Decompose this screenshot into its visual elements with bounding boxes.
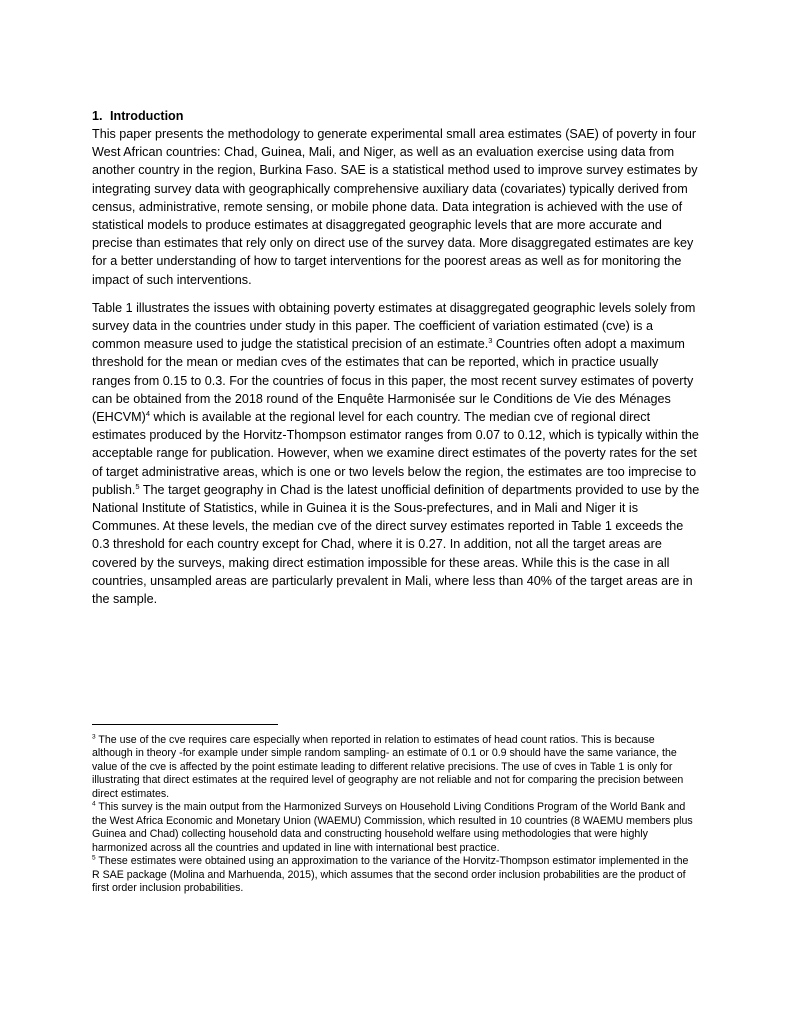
text-run: Countries often adopt a maximum threshold for the mean or median cves of the estimates that can be reported, which in practice usually ranges from 0.15 to 0.3. For the countries of focus in this paper, the most recent survey estimates of poverty can be obtained from the 2018 round of the Enquête Harmonisée sur le Conditions de Vie des Ménages (EHCVM) xyxy=(92,337,694,425)
text-run: This paper presents the methodology to generate experimental small area estimates (SAE) of poverty in four West African countries: Chad, Guinea, Mali, and Niger, as well as an evaluation exercise using data from another country in the region, Burkina Faso. SAE is a statistical method used to improve survey estimates by integrating survey data with geographically comprehensive auxiliary data (covariates) typically derived from census, administrative, remote sensing, or mobile phone data. Data integration is achieved with the use of statistical models to produce estimates at disaggregated geographic levels that are more accurate and precise than estimates that rely only on direct use of the survey data. More disaggregated estimates are key for a better understanding of how to target interventions for the poorest areas as well as for monitoring the impact of such interventions. xyxy=(92,127,698,287)
footnote-mark: 5 xyxy=(92,854,96,862)
section-heading xyxy=(92,107,700,125)
footnotes xyxy=(92,734,698,895)
footnote-text: The use of the cve requires care especially when reported in relation to estimates of head count ratios. This is because although in theory -for example under simple random sampling- an estimate of 0.1 or 0.9 should have the same variance, the value of the cve is affected by the point estimate leading to different relative precisions. The use of cves in Table 1 is only for illustrating that direct estimates at the required level of geography are not reliable and not for comparing the precision between direct estimates. xyxy=(92,734,684,800)
document-body xyxy=(92,107,700,618)
footnote-4 xyxy=(92,801,698,855)
section-title: Introduction xyxy=(110,109,184,123)
footnote-ref-3[interactable]: 3 xyxy=(488,336,493,346)
footnote-text: This survey is the main output from the Harmonized Surveys on Household Living Conditions Program of the World Bank and the West Africa Economic and Monetary Union (WAEMU) Commission, which resulted in 10 countries (8 WAEMU members plus Guinea and Chad) collecting household data and constructing household welfare using methodologies that were highly harmonized across all the countries and updated in line with international best practice. xyxy=(92,801,693,854)
text-run: The target geography in Chad is the latest unofficial definition of departments provided to use by the National Institute of Statistics, while in Guinea it is the Sous-prefectures, and in Mali and Niger it is Communes. At these levels, the median cve of the direct survey estimates reported in Table 1 exceeds the 0.3 threshold for each country except for Chad, where it is 0.27. In addition, not all the target areas are covered by the surveys, making direct estimation impossible for these areas. While this is the case in all countries, unsampled areas are particularly prevalent in Mali, where less than 40% of the target areas are in the sample. xyxy=(92,482,700,607)
footnote-mark: 4 xyxy=(92,800,96,808)
footnote-text: These estimates were obtained using an approximation to the variance of the Horvitz-Thompson estimator implemented in the R SAE package (Molina and Marhuenda, 2015), which assumes that the second order inclusion probabilities are the product of first order inclusion probabilities. xyxy=(92,855,689,894)
footnote-separator xyxy=(92,724,278,725)
footnote-3 xyxy=(92,734,698,801)
footnote-ref-4[interactable]: 4 xyxy=(145,408,151,418)
paragraph-table-discussion xyxy=(92,299,700,608)
footnote-ref-5[interactable]: 5 xyxy=(135,481,140,491)
footnote-mark: 3 xyxy=(92,733,96,741)
footnote-5 xyxy=(92,855,698,895)
text-run: Table 1 illustrates the issues with obtaining poverty estimates at disaggregated geographic levels solely from survey data in the countries under study in this paper. The coefficient of variation estimated (cve) is a common measure used to judge the statistical precision of an estimate. xyxy=(92,300,696,352)
paragraph-intro xyxy=(92,125,700,289)
text-run: which is available at the regional level for each country. The median cve of regional direct estimates produced by the Horvitz-Thompson estimator ranges from 0.07 to 0.12, which is typically within the acceptable range for publication. However, when we examine direct estimates of the poverty rates for the set of target administrative areas, which is one or two levels below the region, the estimates are too imprecise to publish. xyxy=(92,410,699,497)
section-number: 1. xyxy=(92,109,103,123)
